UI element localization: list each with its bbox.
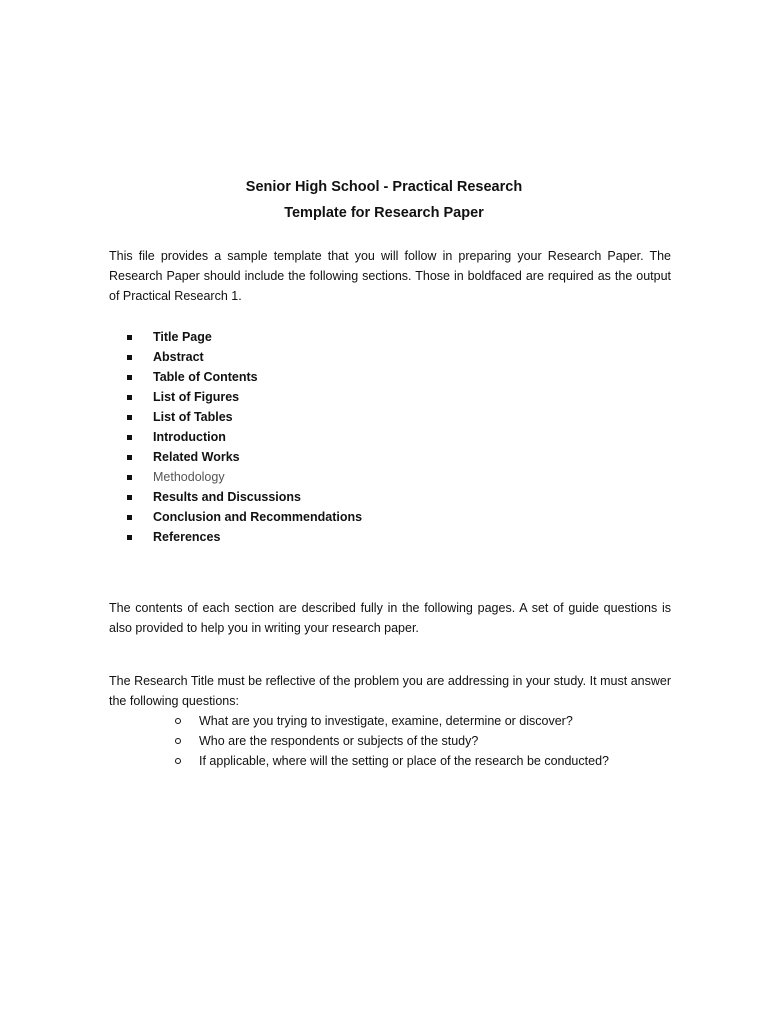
list-item (175, 731, 609, 751)
circle-bullet-icon (175, 718, 181, 724)
section-label: Abstract (153, 350, 204, 364)
list-item (127, 467, 362, 487)
square-bullet-icon (127, 535, 132, 540)
square-bullet-icon (127, 415, 132, 420)
square-bullet-icon (127, 495, 132, 500)
section-label: List of Figures (153, 390, 240, 404)
section-label: Table of Contents (153, 370, 258, 384)
section-label: Related Works (153, 450, 240, 464)
section-label: Conclusion and Recommendations (153, 510, 363, 524)
square-bullet-icon (127, 375, 132, 380)
list-item (127, 487, 362, 507)
question-text: If applicable, where will the setting or place of the research be conducted? (199, 754, 609, 768)
circle-bullet-icon (175, 758, 181, 764)
list-item (175, 751, 609, 771)
section-list (127, 327, 362, 547)
list-item (127, 367, 362, 387)
section-label: Title Page (153, 330, 212, 344)
section-label: Introduction (153, 430, 226, 444)
square-bullet-icon (127, 335, 132, 340)
research-title-paragraph: The Research Title must be reflective of the problem you are addressing in your study. It must answer the following questions: (109, 674, 671, 708)
list-item (127, 327, 362, 347)
square-bullet-icon (127, 395, 132, 400)
list-item (127, 427, 362, 447)
square-bullet-icon (127, 435, 132, 440)
list-item (127, 347, 362, 367)
section-label: Methodology (153, 470, 225, 484)
list-item (127, 507, 362, 527)
document-title: Senior High School - Practical Research (245, 179, 523, 195)
list-item (127, 387, 362, 407)
square-bullet-icon (127, 455, 132, 460)
section-label: References (153, 530, 221, 544)
contents-paragraph: The contents of each section are described fully in the following pages. A set of guide questions is also provided to help you in writing your research paper. (109, 601, 671, 635)
square-bullet-icon (127, 355, 132, 360)
list-item (127, 447, 362, 467)
question-text: What are you trying to investigate, examine, determine or discover? (199, 714, 573, 728)
square-bullet-icon (127, 475, 132, 480)
list-item (127, 407, 362, 427)
list-item (175, 711, 609, 731)
circle-bullet-icon (175, 738, 181, 744)
section-label: Results and Discussions (153, 490, 301, 504)
document-subtitle: Template for Research Paper (284, 205, 484, 221)
intro-paragraph: This file provides a sample template that you will follow in preparing your Research Paper. The Research Paper should include the following sections. Those in boldfaced are required as the output of Practical Research 1. (109, 249, 671, 303)
square-bullet-icon (127, 515, 132, 520)
list-item (127, 527, 362, 547)
section-label: List of Tables (153, 410, 233, 424)
question-text: Who are the respondents or subjects of the study? (199, 734, 479, 748)
question-list (175, 711, 609, 771)
